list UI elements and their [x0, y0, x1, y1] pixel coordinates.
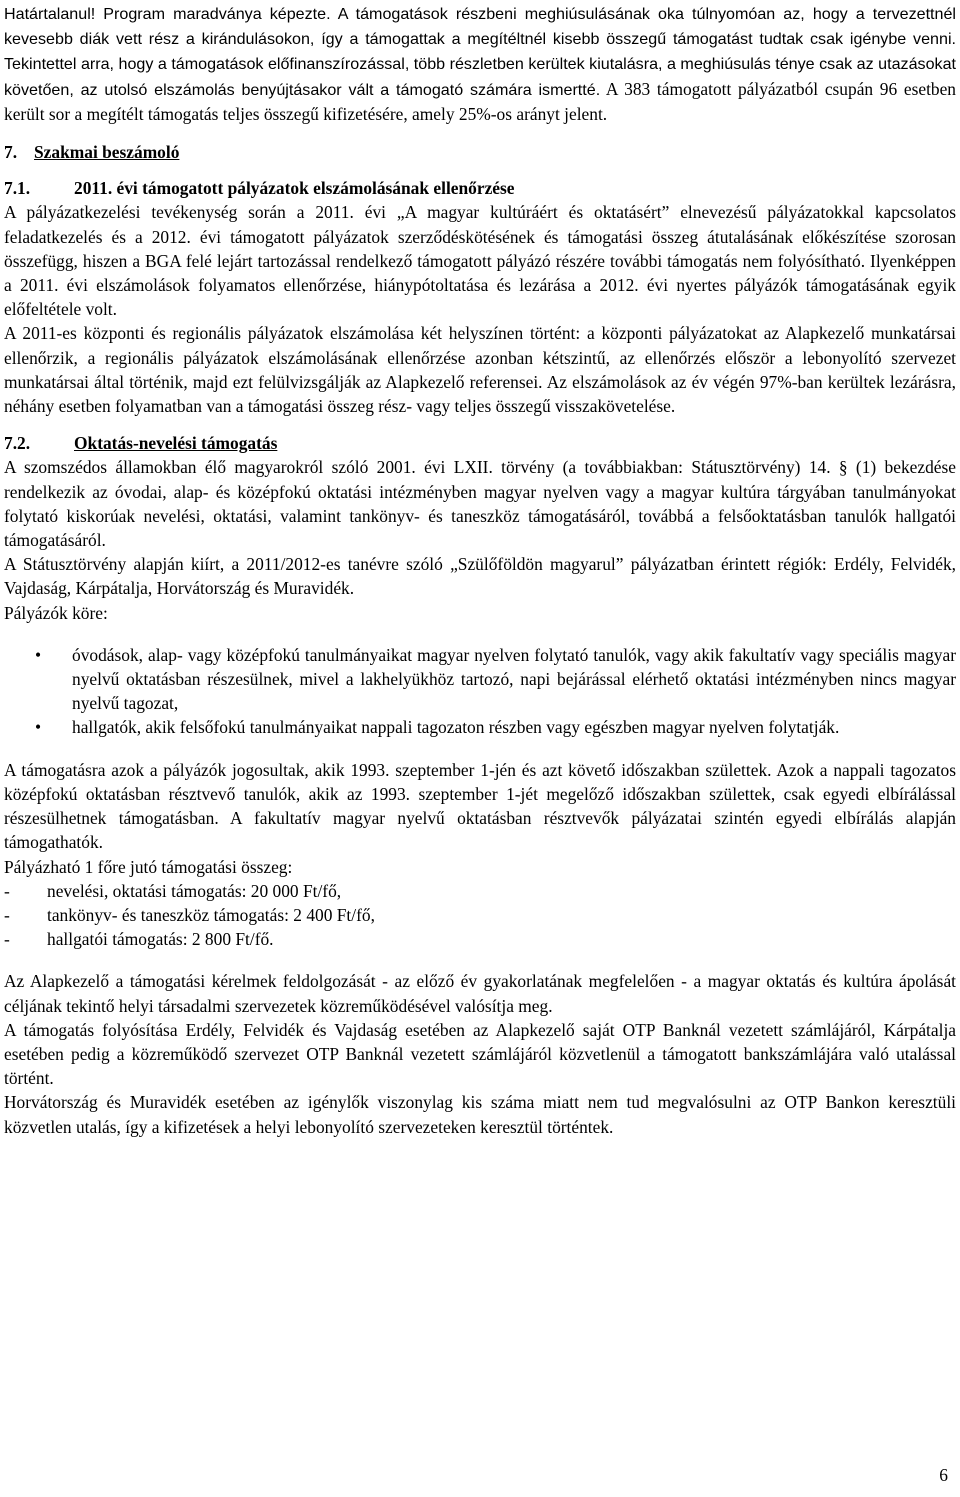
section-7-1-number: 7.1. [4, 178, 31, 199]
applicants-list [4, 643, 956, 740]
section-7-title: Szakmai beszámoló [34, 142, 180, 163]
section-7-2-applicants-label: Pályázók köre: [4, 602, 108, 623]
dash-icon: - [4, 904, 10, 925]
section-7-1-paragraph-2: A 2011-es központi és regionális pályázatok elszámolása két helyszínen történt: a központi pályázatokat az Alapkezelő munkatársai ellenőrzik, a regionális pályázatok elszámolásának ellenőrzése azonban kétszintű, az ellenőrzés először a lebonyolító szervezet munkatársai által történik, majd ezt felülvizsgálják az Alapkezelő referensei. Az elszámolások az év végén 97%-ban kerültek lezárásra, néhány esetben folyamatban van a támogatási összeg rész- vagy teljes összegű visszakövetelése. [4, 323, 956, 417]
list-item-text: tankönyv- és taneszköz támogatás: 2 400 Ft/fő, [47, 904, 375, 925]
dash-icon: - [4, 929, 10, 950]
list-item-text: óvodások, alap- vagy középfokú tanulmányaikat magyar nyelven folytató tanulók, vagy akik fakultatív vagy speciális magyar nyelvű oktatásban részesülnek, mivel a lakhelyükhöz tartozó, napi bejárással elérhető oktatási intézményben nincs magyar nyelvű tagozat, [72, 644, 956, 714]
section-7-number: 7. [4, 142, 18, 163]
section-7-2-heading [4, 431, 956, 455]
section-7-2-title: Oktatás-nevelési támogatás [74, 433, 278, 454]
amounts-list [4, 879, 956, 952]
bullet-icon: • [34, 644, 42, 665]
spacer [4, 418, 956, 431]
section-7-1-paragraph-1: A pályázatkezelési tevékenység során a 2011. évi „A magyar kultúráért és oktatásért” elnevezésű pályázatokkal kapcsolatos feladatkezelés és a 2012. évi támogatott pályázatok szerződéskötésének és támogatási összeg átutalásának előkészítése szorosan összefügg, hiszen a BGA felé lejárt tartozással rendelkező támogatott pályázó részére további támogatás nem folyósítható. Ilyenképpen a 2011. évi elszámolások folyamatos ellenőrzése, hiánypótoltatása és lezárása a 2012. évi nyertes pályázók támogatásának egyik előfeltétele volt. [4, 202, 956, 320]
section-7-1-title-rest: évi támogatott pályázatok elszámolásának ellenőrzése [112, 178, 515, 199]
spacer [4, 625, 956, 643]
page-number: 6 [939, 1465, 948, 1485]
section-7-heading [4, 140, 956, 164]
spacer [4, 164, 956, 176]
intro-text-sans: Határtalanul! Program maradványa képezte. A támogatások részbeni meghiúsulásának oka túlnyomóan az, hogy a tervezettnél kevesebb diák vett rész a kirándulásokon, így a támogattak a megítéltnél kisebb összegű támogatást tudtak csak igénybe venni. [4, 5, 956, 49]
intro-text-sans-2: Tekintettel arra, hogy a támogatások előfinanszírozással, több részletben kerültek kiutalásra, a meghiúsulás ténye csak az utazásokat követően, az utolsó elszámolás benyújtásakor vált a támogató számára ismertté. [4, 55, 956, 99]
section-7-2-paragraph-7: A támogatás folyósítása Erdély, Felvidék és Vajdaság esetében az Alapkezelő saját OTP Banknál vezetett számlájáról, Kárpátalja esetében pedig a közreműködő szervezet OTP Banknál vezetett számlájáról közvetlenül a támogatott bankszámlájára való utalással történt. [4, 1019, 956, 1089]
list-item [4, 903, 956, 927]
list-item-text: hallgatói támogatás: 2 800 Ft/fő. [47, 929, 274, 950]
bullet-icon: • [34, 717, 42, 738]
section-7-2-number: 7.2. [4, 433, 31, 454]
section-7-2-amount-label: Pályázható 1 főre jutó támogatási összeg: [4, 856, 293, 877]
section-7-2-paragraph-2: A Státusztörvény alapján kiírt, a 2011/2012-es tanévre szóló „Szülőföldön magyarul” pályázatban érintett régiók: Erdély, Felvidék, Vajdaság, Kárpátalja, Horvátország és Muravidék. [4, 554, 956, 599]
section-7-2-paragraph-6: Az Alapkezelő a támogatási kérelmek feldolgozását - az előző év gyakorlatának megfelelően - a magyar oktatás és kultúra ápolását céljának tekintő helyi társadalmi szervezetek közreműködésével valósítja meg. [4, 971, 956, 1016]
spacer [4, 740, 956, 758]
list-item [4, 927, 956, 951]
document-page [4, 0, 956, 1139]
spacer [4, 951, 956, 969]
list-item [4, 879, 956, 903]
section-7-1-title-year: 2011. [74, 178, 113, 199]
intro-paragraph [4, 1, 956, 126]
list-item [4, 715, 956, 739]
section-7-2-paragraph-1: A szomszédos államokban élő magyarokról szóló 2001. évi LXII. törvény (a továbbiakban: Státusztörvény) 14. § (1) bekezdése rendelkezik az óvodai, alap- és középfokú oktatási intézményben magyar nyelven vagy a magyar kultúra tárgyában tanulmányokat folytató kiskorúak nevelési, oktatási, valamint tankönyv- és taneszköz támogatásáról, továbbá a felsőoktatásban tanulók hallgatói támogatásáról. [4, 457, 956, 551]
list-item [4, 643, 956, 716]
spacer [4, 126, 956, 140]
list-item-text: nevelési, oktatási támogatás: 20 000 Ft/fő, [47, 880, 342, 901]
intro-text-serif: A 383 támogatott pályázatból csupán 96 esetben került sor a megítélt támogatás teljes összegű kifizetésére, amely 25%-os arányt jelent. [4, 78, 957, 124]
section-7-2-paragraph-8: Horvátország és Muravidék esetében az igénylők viszonylag kis száma miatt nem tud megvalósulni az OTP Bankon keresztüli közvetlen utalás, így a kifizetések a helyi lebonyolító szervezeteken keresztül történtek. [4, 1092, 956, 1137]
list-item-text: hallgatók, akik felsőfokú tanulmányaikat nappali tagozaton részben vagy egészben magyar nyelven folytatják. [72, 717, 840, 738]
section-7-2-paragraph-4: A támogatásra azok a pályázók jogosultak, akik 1993. szeptember 1-jén és azt követő időszakban születtek. Azok a nappali tagozatos középfokú oktatásban résztvevő tanulók, akik az 1993. szeptember 1-jét megelőző időszakban születtek, csak egyedi elbírálással részesülhetnek támogatásban. A fakultatív magyar nyelvű oktatásban résztvevők pályázatai szintén egyedi elbírálás alapján támogathatók. [4, 759, 956, 853]
dash-icon: - [4, 880, 10, 901]
section-7-1-heading [4, 176, 956, 200]
